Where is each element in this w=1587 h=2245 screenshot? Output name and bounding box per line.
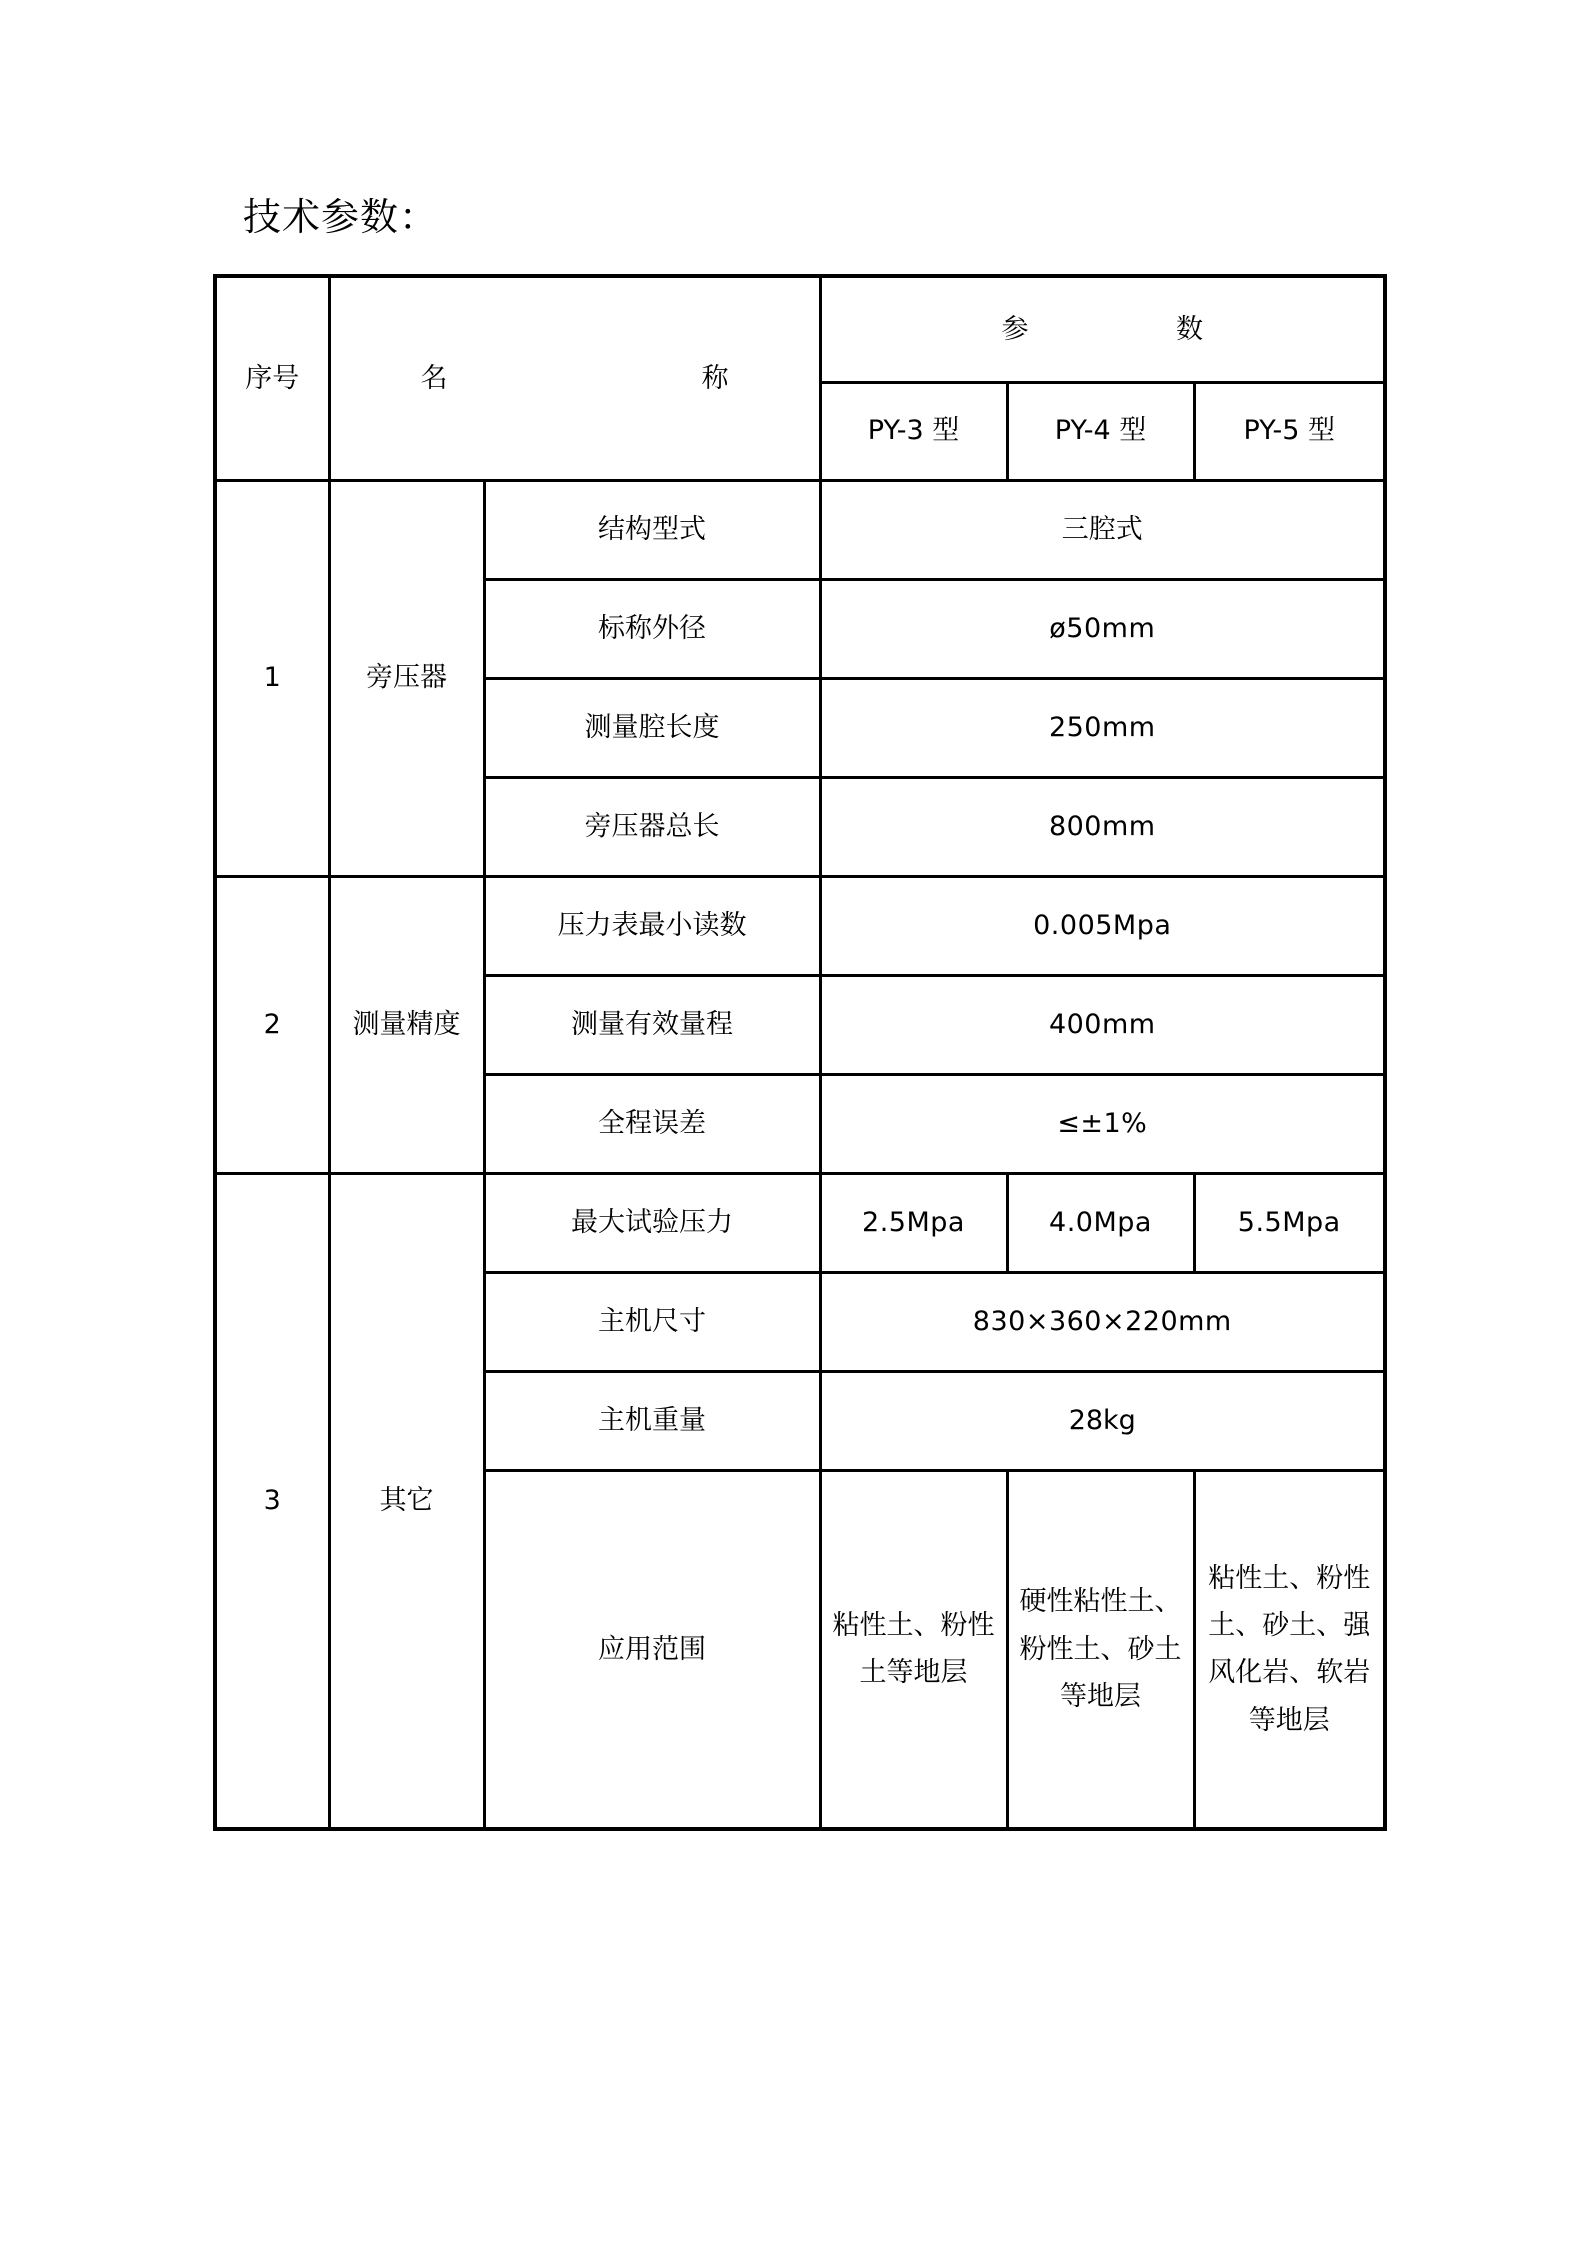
header-name-right: 称 [701, 362, 729, 394]
header-model-py5: PY-5 型 [1194, 382, 1385, 480]
row-value-py4: 硬性粘性土、粉性土、砂土等地层 [1007, 1470, 1194, 1829]
header-model-py4: PY-4 型 [1007, 382, 1194, 480]
row-value-py5: 5.5Mpa [1194, 1173, 1385, 1272]
spec-table [213, 274, 1387, 1831]
row-label: 全程误差 [484, 1074, 820, 1173]
row-value: 400mm [820, 975, 1385, 1074]
header-param [820, 276, 1385, 382]
group-2-name: 测量精度 [329, 876, 484, 1173]
row-label: 应用范围 [484, 1470, 820, 1829]
header-name [329, 276, 820, 480]
row-value-py3: 粘性土、粉性土等地层 [820, 1470, 1007, 1829]
header-name-left: 名 [420, 362, 448, 394]
row-label: 压力表最小读数 [484, 876, 820, 975]
row-value: ø50mm [820, 579, 1385, 678]
row-label: 测量有效量程 [484, 975, 820, 1074]
group-1-name: 旁压器 [329, 480, 484, 876]
page-title: 技术参数： [243, 195, 439, 239]
row-label: 结构型式 [484, 480, 820, 579]
header-seq: 序号 [215, 276, 329, 480]
row-value: 三腔式 [820, 480, 1385, 579]
row-value: 28kg [820, 1371, 1385, 1470]
header-param-left: 参 [1001, 313, 1029, 345]
group-1-seq: 1 [215, 480, 329, 876]
row-label: 主机尺寸 [484, 1272, 820, 1371]
header-param-right: 数 [1176, 313, 1204, 345]
row-value-py4: 4.0Mpa [1007, 1173, 1194, 1272]
row-label: 标称外径 [484, 579, 820, 678]
group-2-seq: 2 [215, 876, 329, 1173]
row-value: 0.005Mpa [820, 876, 1385, 975]
row-value: ≤±1% [820, 1074, 1385, 1173]
row-value: 800mm [820, 777, 1385, 876]
row-value: 830×360×220mm [820, 1272, 1385, 1371]
group-3-name: 其它 [329, 1173, 484, 1829]
group-3-seq: 3 [215, 1173, 329, 1829]
row-value-py3: 2.5Mpa [820, 1173, 1007, 1272]
row-value-py5: 粘性土、粉性土、砂土、强风化岩、软岩等地层 [1194, 1470, 1385, 1829]
row-value: 250mm [820, 678, 1385, 777]
row-label: 最大试验压力 [484, 1173, 820, 1272]
header-model-py3: PY-3 型 [820, 382, 1007, 480]
row-label: 主机重量 [484, 1371, 820, 1470]
row-label: 旁压器总长 [484, 777, 820, 876]
row-label: 测量腔长度 [484, 678, 820, 777]
